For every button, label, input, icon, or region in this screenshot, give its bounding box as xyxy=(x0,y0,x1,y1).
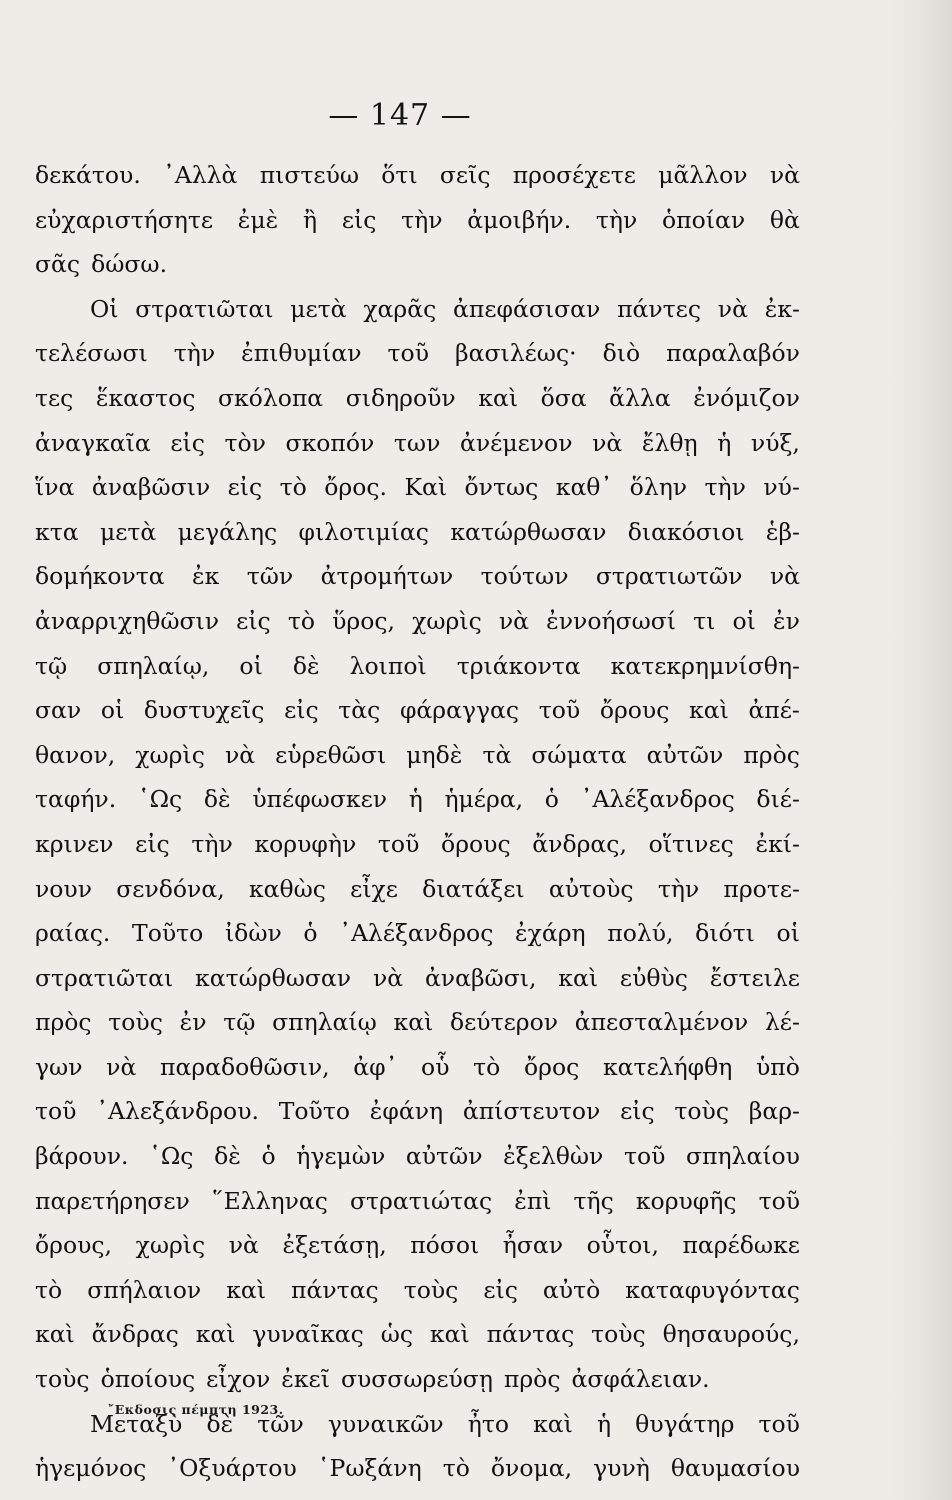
page-edge-shadow xyxy=(892,0,952,1500)
text-line: σαν οἱ δυστυχεῖς εἰς τὰς φάραγγας τοῦ ὄρους καὶ ἀπέ- xyxy=(35,696,800,725)
text-line: ἀναρριχηθῶσιν εἰς τὸ ὕρος, χωρὶς νὰ ἐννοήσωσί τι οἱ ἐν xyxy=(35,606,800,635)
text-line: νουν σενδόνα, καθὼς εἶχε διατάξει αὐτοὺς τὴν προτε- xyxy=(35,874,800,903)
text-line: εὐχαριστήσητε ἐμὲ ἢ εἰς τὴν ἀμοιβήν. τὴν ὁποίαν θὰ xyxy=(35,205,800,234)
text-line: δεκάτου. ᾽Αλλὰ πιστεύω ὅτι σεῖς προσέχετε μᾶλλον νὰ xyxy=(35,161,800,189)
text-line: κτα μετὰ μεγάλης φιλοτιμίας κατώρθωσαν διακόσιοι ἑβ- xyxy=(35,517,800,546)
text-line: ἡγεμόνος ᾽Οξυάρτου ῾Ρωξάνη τὸ ὄνομα, γυνὴ θαυμασίου xyxy=(35,1454,800,1483)
text-line: τελέσωσι τὴν ἐπιθυμίαν τοῦ βασιλέως· διὸ παραλαβόν xyxy=(35,339,800,368)
text-line: ραίας. Τοῦτο ἰδὼν ὁ ᾽Αλέξανδρος ἐχάρη πολύ, διότι οἱ xyxy=(35,919,800,948)
text-line: τῷ σπηλαίῳ, οἱ δὲ λοιποὶ τριάκοντα κατεκρημνίσθη- xyxy=(35,651,800,680)
text-line: Μεταξὺ δὲ τῶν γυναικῶν ἦτο καὶ ἡ θυγάτηρ τοῦ xyxy=(90,1409,800,1438)
text-line: πρὸς τοὺς ἐν τῷ σπηλαίῳ καὶ δεύτερον ἀπεσταλμένον λέ- xyxy=(35,1008,800,1037)
text-line: τοὺς ὁποίους εἶχον ἐκεῖ συσσωρεύσῃ πρὸς ἀσφάλειαν. xyxy=(35,1365,710,1394)
text-line: τοῦ ᾽Αλεξάνδρου. Τοῦτο ἐφάνη ἀπίστευτον εἰς τοὺς βαρ- xyxy=(35,1097,800,1126)
text-line: καὶ ἄνδρας καὶ γυναῖκας ὡς καὶ πάντας τοὺς θησαυρούς, xyxy=(35,1320,800,1349)
text-line: Οἱ στρατιῶται μετὰ χαρᾶς ἀπεφάσισαν πάντες νὰ ἐκ- xyxy=(90,294,800,323)
text-line: γων νὰ παραδοθῶσιν, ἀφ᾽ οὗ τὸ ὄρος κατελήφθη ὑπὸ xyxy=(35,1052,800,1081)
text-line: ἵνα ἀναβῶσιν εἰς τὸ ὄρος. Καὶ ὄντως καθ᾽ ὅλην τὴν νύ- xyxy=(35,473,800,502)
text-line: τες ἕκαστος σκόλοπα σιδηροῦν καὶ ὅσα ἄλλα ἐνόμιζον xyxy=(35,383,800,412)
text-line: ἀναγκαῖα εἰς τὸν σκοπόν των ἀνέμενον νὰ ἔλθῃ ἡ νύξ, xyxy=(35,428,800,457)
text-line: παρετήρησεν ῞Ελληνας στρατιώτας ἐπὶ τῆς κορυφῆς τοῦ xyxy=(35,1186,800,1215)
text-line: σᾶς δώσω. xyxy=(35,250,168,279)
text-line: βάρουν. ῾Ως δὲ ὁ ἡγεμὼν αὐτῶν ἐξελθὼν τοῦ σπηλαίου xyxy=(35,1142,800,1171)
text-line: ὄρους, χωρὶς νὰ ἐξετάσῃ, πόσοι ἦσαν οὗτοι, παρέδωκε xyxy=(35,1231,800,1260)
text-line: κρινεν εἰς τὴν κορυφὴν τοῦ ὄρους ἄνδρας, οἵτινες ἐκί- xyxy=(35,829,800,858)
text-line: δομήκοντα ἐκ τῶν ἀτρομήτων τούτων στρατιωτῶν νὰ xyxy=(35,562,800,591)
text-line: θανον, χωρὶς νὰ εὑρεθῶσι μηδὲ τὰ σώματα αὐτῶν πρὸς xyxy=(35,740,800,769)
text-line: στρατιῶται κατώρθωσαν νὰ ἀναβῶσι, καὶ εὐθὺς ἔστειλε xyxy=(35,963,800,992)
text-line: τὸ σπήλαιον καὶ πάντας τοὺς εἰς αὐτὸ καταφυγόντας xyxy=(35,1275,800,1304)
edition-footnote: ῎Εκδοσις πέμπτη 1923. xyxy=(108,1402,284,1417)
text-line: ταφήν. ῾Ως δὲ ὑπέφωσκεν ἡ ἡμέρα, ὁ ᾽Αλέξανδρος διέ- xyxy=(35,785,800,814)
page-number: — 147 — xyxy=(328,98,472,133)
body-text xyxy=(35,153,800,1491)
